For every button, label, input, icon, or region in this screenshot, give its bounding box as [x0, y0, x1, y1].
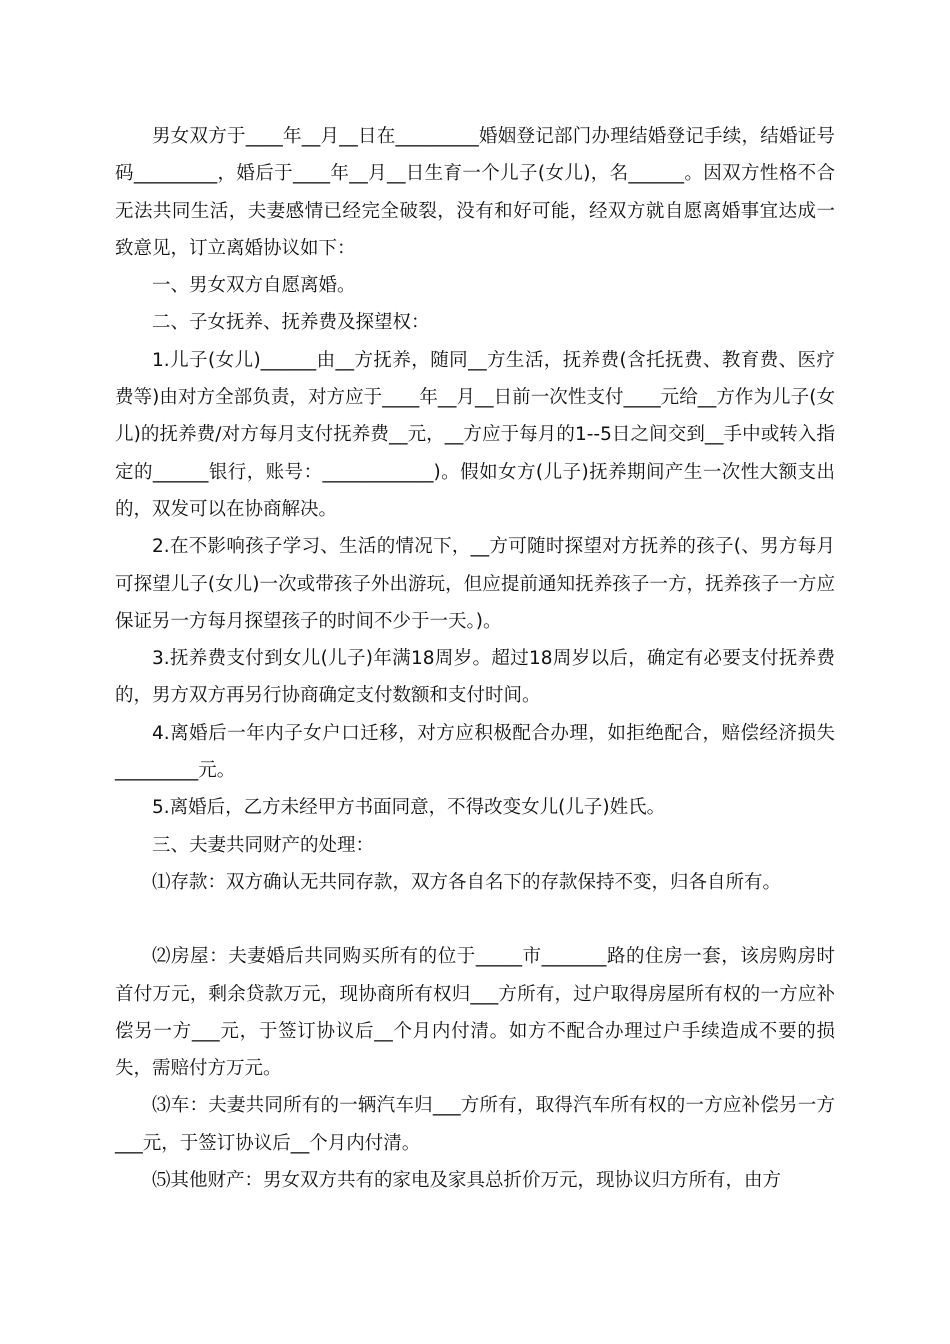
- clause-paragraph: 5.离婚后，乙方未经甲方书面同意，不得改变女儿(儿子)姓氏。: [152, 797, 666, 819]
- clause-paragraph: 2.在不影响孩子学习、生活的情况下，__方可随时探望对方抚养的孩子(、男方每月可探望儿子(女儿)一次或带孩子外出游玩，但应提前通知抚养孩子一方，抚养孩子一方应保证另一方每月探望孩子的时间不少于一天。)。: [115, 536, 835, 632]
- clause-paragraph: 1.儿子(女儿)______由__方抚养，随同__方生活，抚养费(含托抚费、教育费、医疗费等)由对方全部负责，对方应于____年__月__日前一次性支付____元给__方作为儿子(女儿)的抚养费/对方每月支付抚养费__元，__方应于每月的1--5日之间交到__手中或转入指定的______银行，账号：____________)。假如女方(儿子)抚养期间产生一次性大额支出的，双发可以在协商解决。: [115, 349, 835, 520]
- intro-paragraph: 男女双方于____年__月__日在_________婚姻登记部门办理结婚登记手续，结婚证号码_________，婚后于____年__月__日生育一个儿子(女儿)，名______。因双方性格不合无法共同生活，夫妻感情已经完全破裂，没有和好可能，经双方就自愿离婚事宜达成一致意见，订立离婚协议如下：: [115, 126, 835, 259]
- clause-paragraph: ⑸其他财产：男女双方共有的家电及家具总折价万元，现协议归方所有，由方: [152, 1170, 782, 1192]
- clause-paragraph: 3.抚养费支付到女儿(儿子)年满18周岁。超过18周岁以后，确定有必要支付抚养费的，男方双方再另行协商确定支付数额和支付时间。: [115, 648, 835, 707]
- clause-paragraph: ⑴存款：双方确认无共同存款，双方各自名下的存款保持不变，归各自所有。: [152, 871, 782, 893]
- clause-paragraph: 4.离婚后一年内子女户口迁移，对方应积极配合办理，如拒绝配合，赔偿经济损失_________元。: [115, 722, 835, 782]
- clause-paragraph: ⑶车：夫妻共同所有的一辆汽车归___方所有，取得汽车所有权的一方应补偿另一方___元，于签订协议后__个月内付清。: [115, 1095, 835, 1154]
- clause-paragraph: ⑵房屋：夫妻婚后共同购买所有的位于_____市_______路的住房一套，该房购房时首付万元，剩余贷款万元，现协商所有权归___方所有，过户取得房屋所有权的一方应补偿另一方___元，于签订协议后__个月内付清。如方不配合办理过户手续造成不要的损失，需赔付方万元。: [115, 946, 835, 1080]
- section-heading-3: 三、夫妻共同财产的处理：: [152, 834, 375, 856]
- section-heading-1: 一、男女双方自愿离婚。: [152, 275, 356, 297]
- section-heading-2: 二、子女抚养、抚养费及探望权：: [152, 312, 430, 334]
- document-body: [115, 118, 835, 1199]
